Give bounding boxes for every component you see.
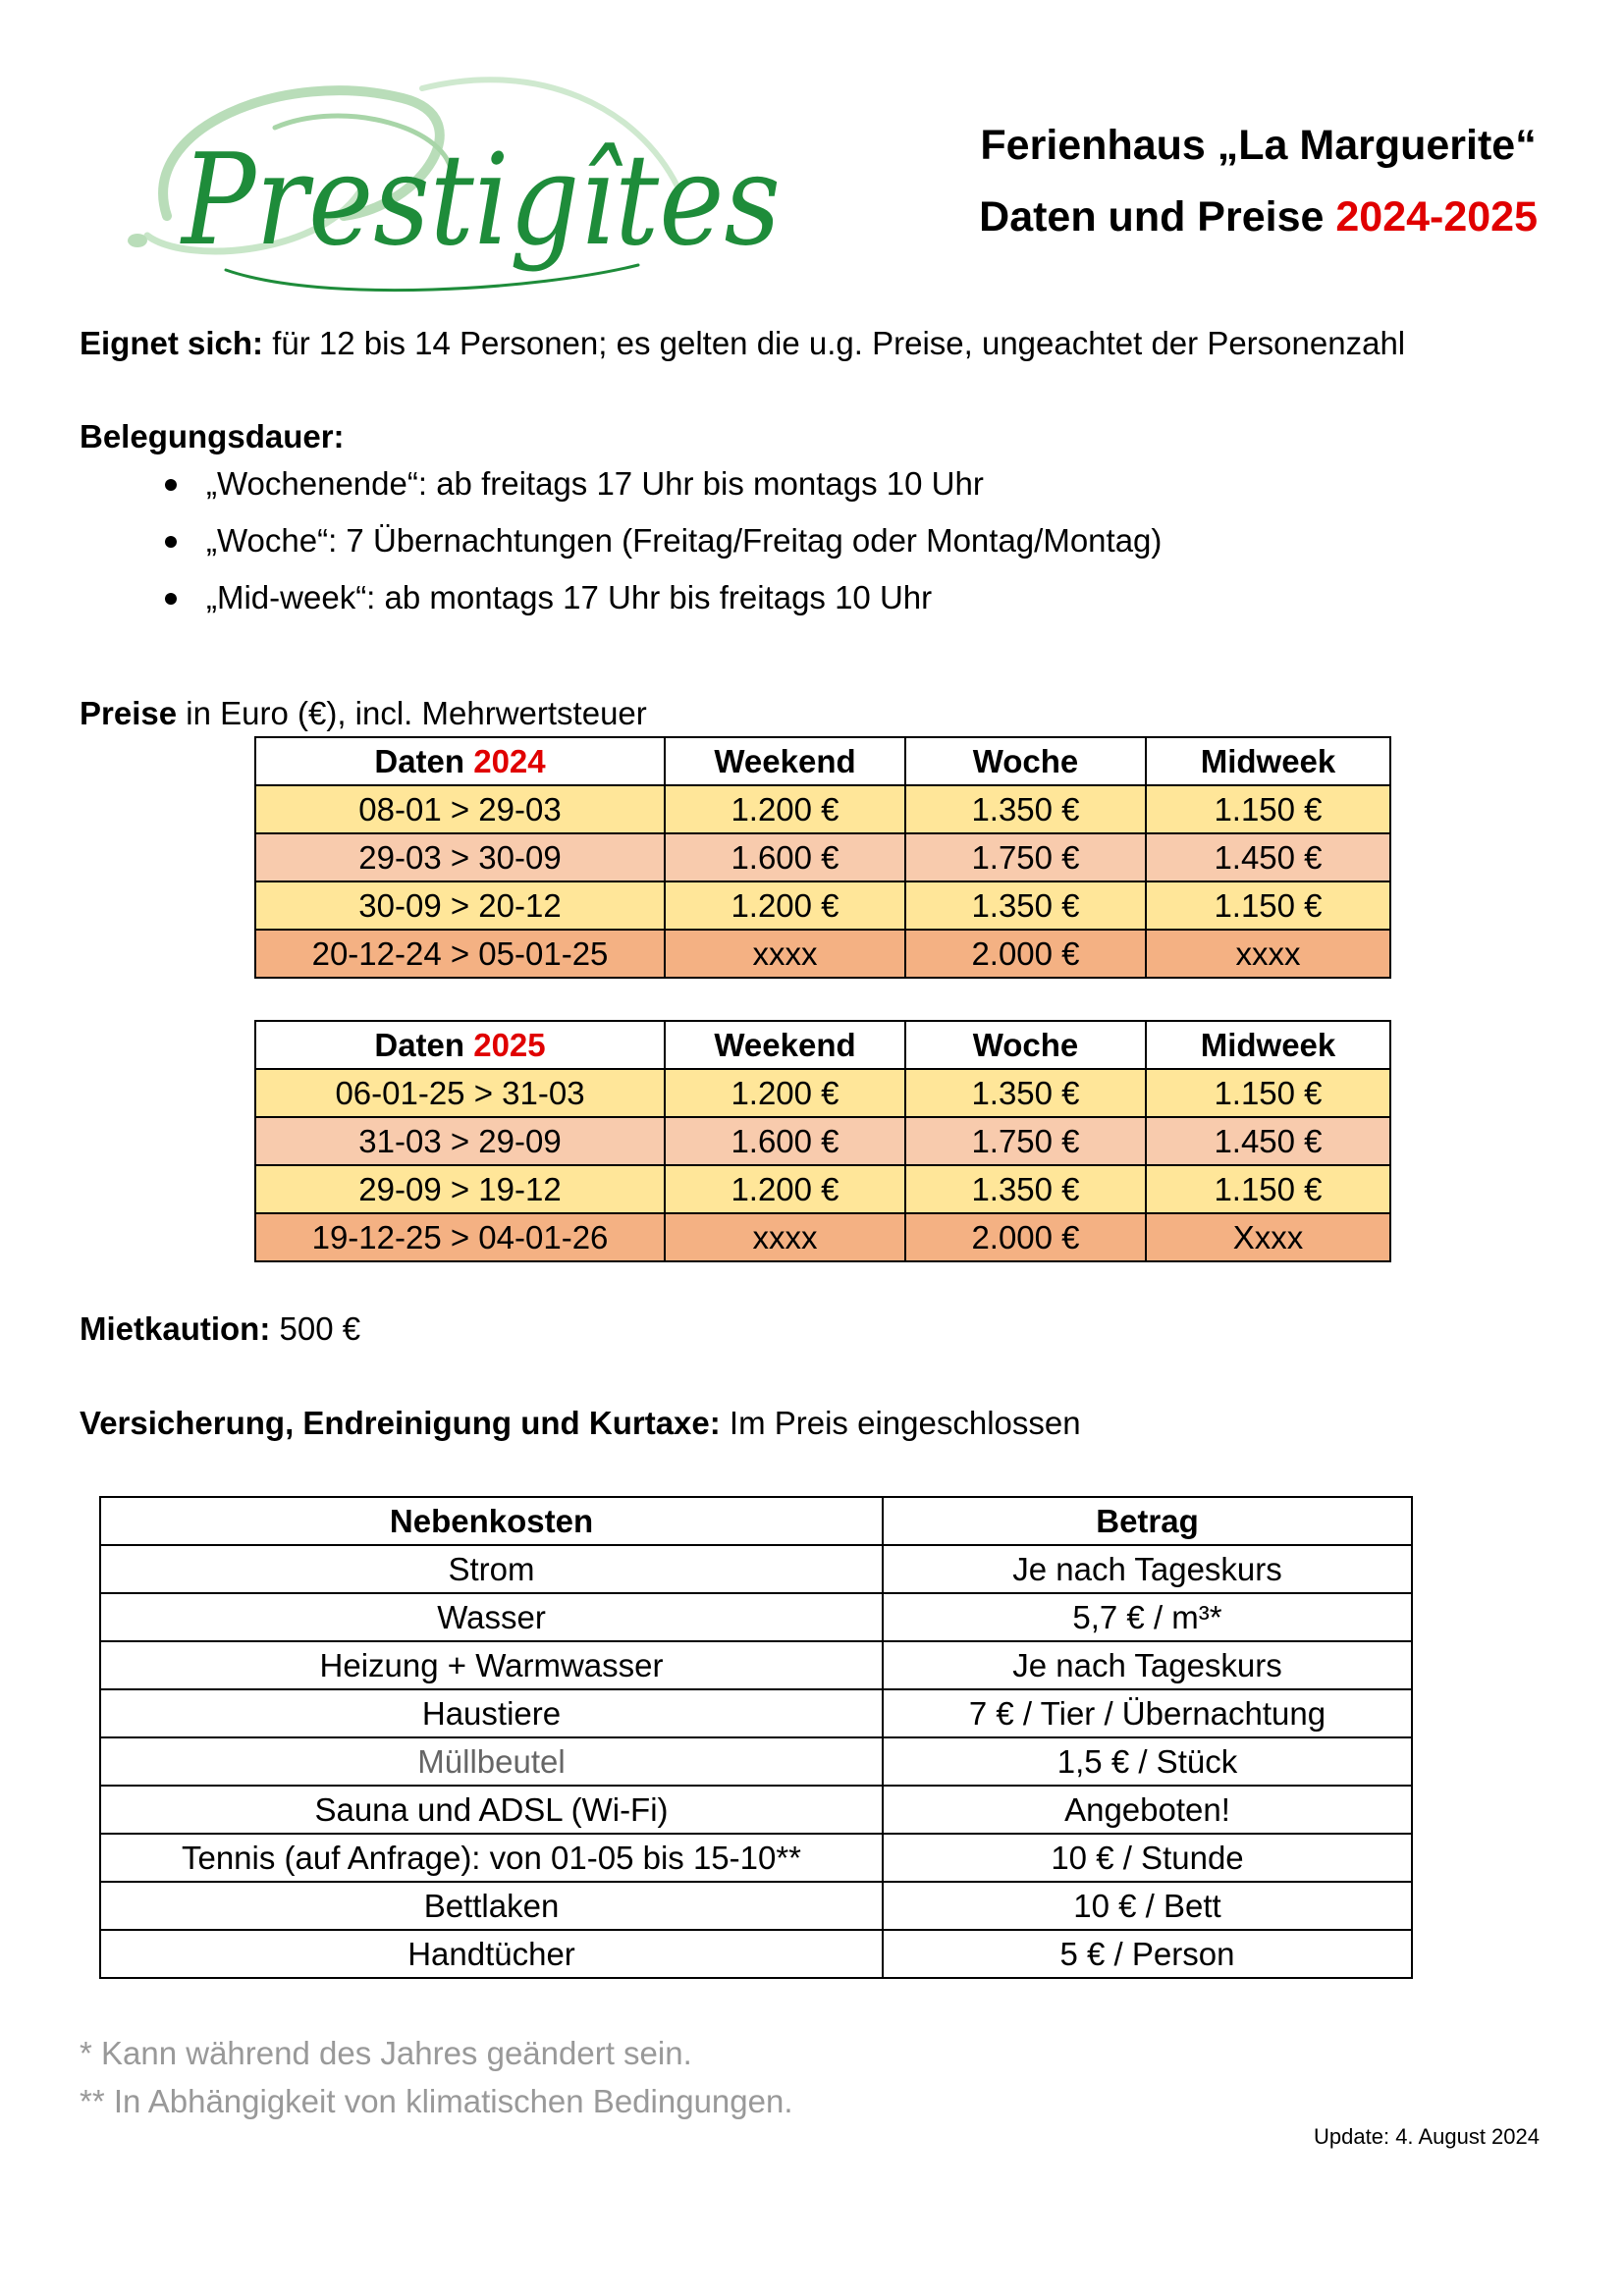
title-line-1: Ferienhaus „La Marguerite“ [980, 122, 1537, 169]
weekend-price-cell: 1.600 € [665, 1117, 905, 1165]
title-line-2 [979, 182, 1538, 253]
table-row [255, 1213, 1390, 1261]
table-header-row [255, 1021, 1390, 1069]
cost-amount-cell: 10 € / Stunde [883, 1834, 1412, 1882]
footnote: * Kann während des Jahres geändert sein. [80, 2035, 692, 2071]
logo-text: Prestigîtes [180, 128, 781, 274]
cost-amount-cell: 1,5 € / Stück [883, 1737, 1412, 1786]
table-row [255, 833, 1390, 881]
extra-costs-table [99, 1496, 1413, 1979]
period-cell: 29-03 > 30-09 [255, 833, 665, 881]
stay-item-text: „Wochenende“: ab freitags 17 Uhr bis montags 10 Uhr [206, 465, 984, 502]
week-price-cell: 1.750 € [905, 833, 1146, 881]
title-prefix: Daten und Preise [979, 193, 1325, 240]
weekend-price-cell: xxxx [665, 930, 905, 978]
midweek-price-cell: xxxx [1146, 930, 1390, 978]
logo-graphic [128, 69, 815, 324]
table-row [100, 1930, 1412, 1978]
midweek-price-cell: 1.450 € [1146, 833, 1390, 881]
footnote: ** In Abhängigkeit von klimatischen Bedingungen. [80, 2083, 793, 2119]
table-header-row [255, 737, 1390, 785]
document-title [979, 110, 1538, 253]
included-label: Versicherung, Endreinigung und Kurtaxe: [80, 1405, 721, 1441]
cost-item-cell: Haustiere [100, 1689, 883, 1737]
table-row [100, 1593, 1412, 1641]
included-line [80, 1403, 1081, 1444]
midweek-price-cell: 1.150 € [1146, 785, 1390, 833]
column-header-woche: Woche [905, 737, 1146, 785]
stay-item [153, 569, 1162, 626]
bullet-icon [165, 593, 177, 605]
column-header-midweek: Midweek [1146, 1021, 1390, 1069]
midweek-price-cell: 1.150 € [1146, 881, 1390, 930]
column-header-weekend: Weekend [665, 1021, 905, 1069]
bullet-icon [165, 479, 177, 491]
week-price-cell: 2.000 € [905, 930, 1146, 978]
stay-item-text: „Mid-week“: ab montags 17 Uhr bis freitags 10 Uhr [206, 579, 933, 615]
midweek-price-cell: 1.150 € [1146, 1069, 1390, 1117]
price-table-2024 [254, 736, 1391, 979]
period-cell: 19-12-25 > 04-01-26 [255, 1213, 665, 1261]
week-price-cell: 2.000 € [905, 1213, 1146, 1261]
cost-amount-cell: 10 € / Bett [883, 1882, 1412, 1930]
cost-item-cell: Müllbeutel [100, 1737, 883, 1786]
table-row [255, 1069, 1390, 1117]
period-cell: 31-03 > 29-09 [255, 1117, 665, 1165]
cost-amount-cell: Angeboten! [883, 1786, 1412, 1834]
suitability-label: Eignet sich: [80, 325, 264, 361]
weekend-price-cell: 1.200 € [665, 785, 905, 833]
week-price-cell: 1.350 € [905, 785, 1146, 833]
prestigites-logo [128, 69, 815, 324]
week-price-cell: 1.350 € [905, 1069, 1146, 1117]
column-header-weekend: Weekend [665, 737, 905, 785]
column-header-dates: Daten 2025 [255, 1021, 665, 1069]
suitability-text: für 12 bis 14 Personen; es gelten die u.g. Preise, ungeachtet der Personenzahl [272, 325, 1406, 361]
week-price-cell: 1.350 € [905, 881, 1146, 930]
column-header-woche: Woche [905, 1021, 1146, 1069]
table-row [100, 1786, 1412, 1834]
period-cell: 06-01-25 > 31-03 [255, 1069, 665, 1117]
table-row [100, 1641, 1412, 1689]
included-text: Im Preis eingeschlossen [729, 1405, 1081, 1441]
midweek-price-cell: Xxxx [1146, 1213, 1390, 1261]
deposit-value: 500 € [279, 1310, 361, 1347]
prices-label: Preise [80, 695, 178, 731]
table-row [255, 930, 1390, 978]
cost-item-cell: Strom [100, 1545, 883, 1593]
cost-item-cell: Handtücher [100, 1930, 883, 1978]
weekend-price-cell: xxxx [665, 1213, 905, 1261]
cost-amount-cell: Je nach Tageskurs [883, 1545, 1412, 1593]
price-table-2025 [254, 1020, 1391, 1262]
weekend-price-cell: 1.200 € [665, 881, 905, 930]
table-row [100, 1689, 1412, 1737]
stay-item [153, 455, 1162, 512]
deposit-line [80, 1308, 360, 1350]
suitability-line [80, 323, 1405, 364]
period-cell: 29-09 > 19-12 [255, 1165, 665, 1213]
cost-item-cell: Bettlaken [100, 1882, 883, 1930]
column-header-dates: Daten 2024 [255, 737, 665, 785]
cost-amount-cell: 5 € / Person [883, 1930, 1412, 1978]
bullet-icon [165, 536, 177, 548]
stay-label: Belegungsdauer: [80, 418, 345, 454]
weekend-price-cell: 1.200 € [665, 1165, 905, 1213]
weekend-price-cell: 1.200 € [665, 1069, 905, 1117]
stay-item-text: „Woche“: 7 Übernachtungen (Freitag/Freitag oder Montag/Montag) [206, 522, 1163, 559]
table-row [100, 1545, 1412, 1593]
period-cell: 08-01 > 29-03 [255, 785, 665, 833]
cost-amount-cell: 5,7 € / m³* [883, 1593, 1412, 1641]
column-header-amount: Betrag [883, 1497, 1412, 1545]
table-row [100, 1882, 1412, 1930]
period-cell: 30-09 > 20-12 [255, 881, 665, 930]
midweek-price-cell: 1.450 € [1146, 1117, 1390, 1165]
week-price-cell: 1.750 € [905, 1117, 1146, 1165]
table-row [100, 1834, 1412, 1882]
deposit-label: Mietkaution: [80, 1310, 271, 1347]
cost-amount-cell: Je nach Tageskurs [883, 1641, 1412, 1689]
cost-item-cell: Sauna und ADSL (Wi-Fi) [100, 1786, 883, 1834]
period-cell: 20-12-24 > 05-01-25 [255, 930, 665, 978]
cost-item-cell: Heizung + Warmwasser [100, 1641, 883, 1689]
cost-item-cell: Wasser [100, 1593, 883, 1641]
midweek-price-cell: 1.150 € [1146, 1165, 1390, 1213]
table-header-row [100, 1497, 1412, 1545]
weekend-price-cell: 1.600 € [665, 833, 905, 881]
cost-amount-cell: 7 € / Tier / Übernachtung [883, 1689, 1412, 1737]
table-row [255, 785, 1390, 833]
table-row [255, 881, 1390, 930]
prices-text: in Euro (€), incl. Mehrwertsteuer [186, 695, 647, 731]
update-date: Update: 4. August 2024 [1314, 2124, 1540, 2149]
stay-item [153, 512, 1162, 569]
table-row [255, 1165, 1390, 1213]
prices-line [80, 693, 647, 734]
table-row [100, 1737, 1412, 1786]
week-price-cell: 1.350 € [905, 1165, 1146, 1213]
cost-item-cell: Tennis (auf Anfrage): von 01-05 bis 15-10** [100, 1834, 883, 1882]
column-header-cost: Nebenkosten [100, 1497, 883, 1545]
stay-list [153, 455, 1162, 626]
table-row [255, 1117, 1390, 1165]
column-header-midweek: Midweek [1146, 737, 1390, 785]
title-years: 2024-2025 [1335, 193, 1538, 240]
